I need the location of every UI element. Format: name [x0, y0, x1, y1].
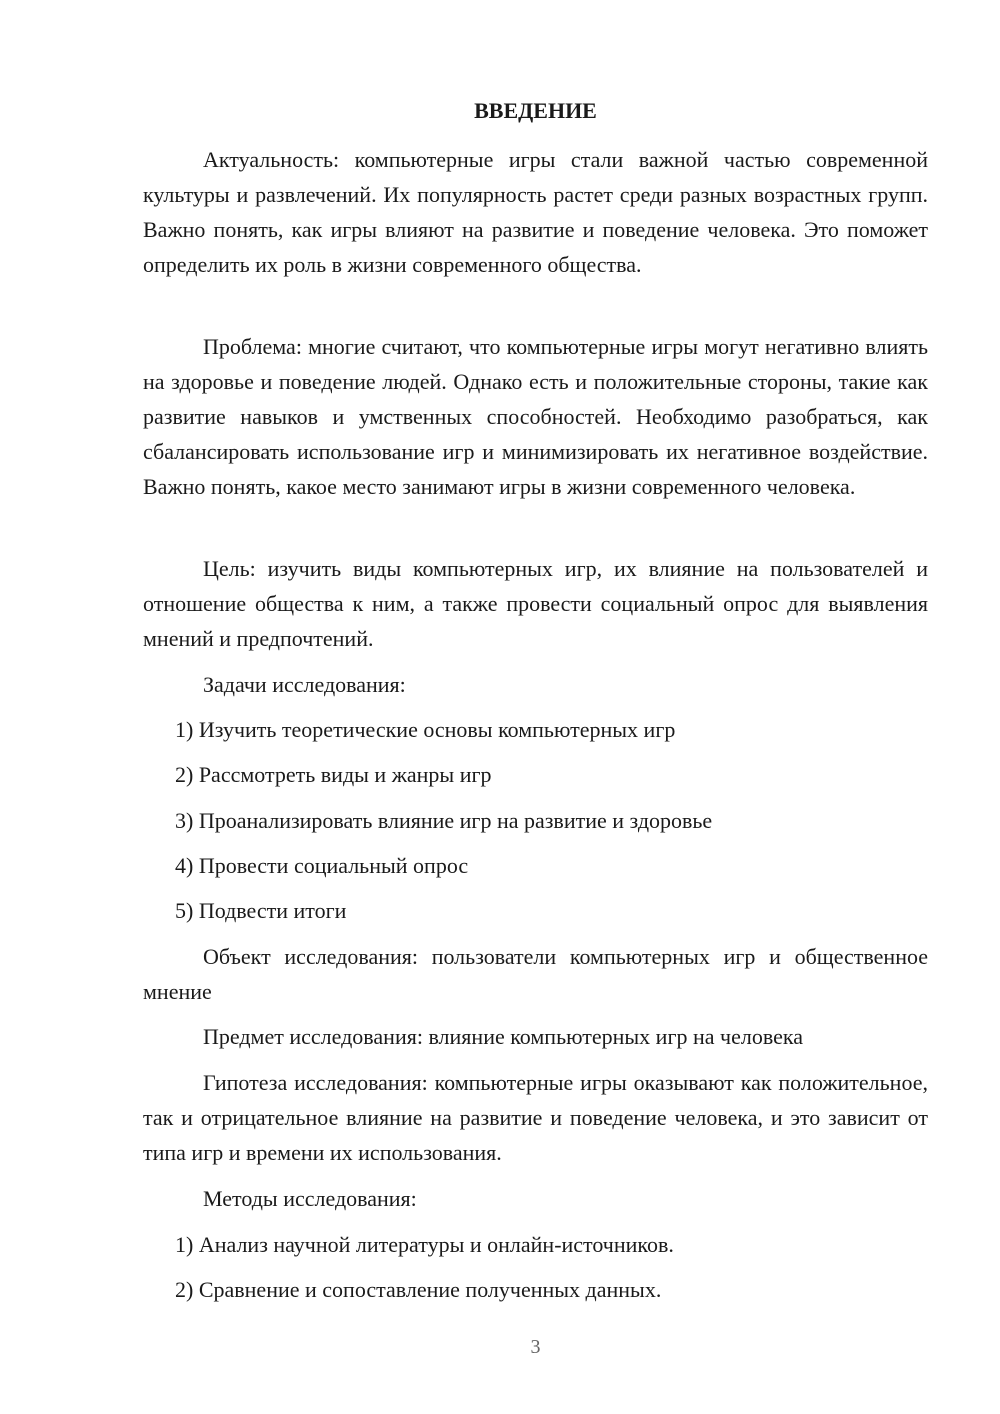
- task-item: 1) Изучить теоретические основы компьютерных игр: [175, 717, 676, 742]
- relevance-paragraph: Актуальность: компьютерные игры стали важной частью современной культуры и развлечений. Их популярность растет среди разных возрастных групп. Важно понять, как игры влияют на развитие и поведение человека. Это поможет определить их роль в жизни современного общества.: [143, 147, 928, 277]
- task-item: 3) Проанализировать влияние игр на развитие и здоровье: [175, 808, 713, 833]
- tasks-heading: Задачи исследования:: [203, 672, 406, 697]
- page-number: 3: [530, 1336, 541, 1358]
- method-item: 2) Сравнение и сопоставление полученных данных.: [175, 1277, 662, 1302]
- problem-paragraph: Проблема: многие считают, что компьютерные игры могут негативно влиять на здоровье и поведение людей. Однако есть и положительные стороны, такие как развитие навыков и умственных способностей. Необходимо разобраться, как сбалансировать использование игр и минимизировать их негативное воздействие. Важно понять, какое место занимают игры в жизни современного человека.: [143, 334, 928, 499]
- object-paragraph: Объект исследования: пользователи компьютерных игр и общественное мнение: [143, 944, 928, 1004]
- methods-heading: Методы исследования:: [203, 1186, 417, 1211]
- document-page: [143, 0, 928, 1414]
- hypothesis-paragraph: Гипотеза исследования: компьютерные игры оказывают как положительное, так и отрицательное влияние на развитие и поведение человека, и это зависит от типа игр и времени их использования.: [143, 1070, 928, 1165]
- method-item: 1) Анализ научной литературы и онлайн-источников.: [175, 1232, 674, 1257]
- document-title: ВВЕДЕНИЕ: [474, 98, 597, 123]
- task-item: 4) Провести социальный опрос: [175, 853, 469, 878]
- task-item: 2) Рассмотреть виды и жанры игр: [175, 762, 492, 787]
- task-item: 5) Подвести итоги: [175, 898, 347, 923]
- subject-paragraph: Предмет исследования: влияние компьютерных игр на человека: [203, 1024, 803, 1049]
- goal-paragraph: Цель: изучить виды компьютерных игр, их влияние на пользователей и отношение общества к ним, а также провести социальный опрос для выявления мнений и предпочтений.: [143, 556, 928, 651]
